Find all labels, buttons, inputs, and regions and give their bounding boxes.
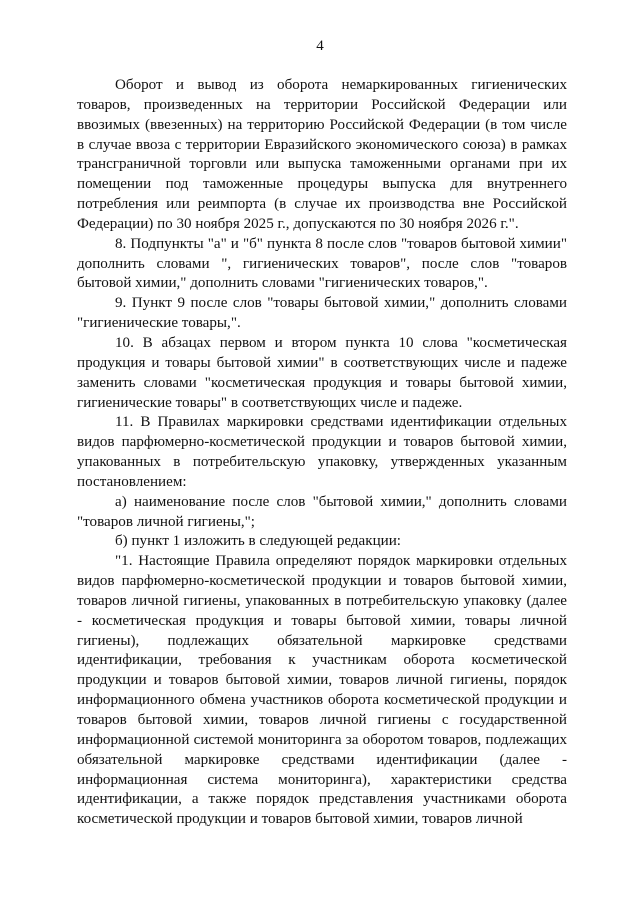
paragraph-turnover-deadline: Оборот и вывод из оборота немаркированных гигиенических товаров, произведенных на территории Российской Федерации или ввозимых (ввезенных) на территорию Российской Федерации (в том числе в случае ввоза с территории Евразийского экономического союза) в рамках трансграничной торговли или выпуска таможенными органами при их помещении под таможенные процедуры выпуска для внутреннего потребления или реимпорта (в случае их производства вне Российской Федерации) по 30 ноября 2025 г., допускаются по 30 ноября 2026 г.". <box>77 77 567 232</box>
paragraph-item-8: 8. Подпункты "а" и "б" пункта 8 после слов "товаров бытовой химии" дополнить словами ", гигиенических товаров", после слов "товаров бытовой химии," дополнить словами "гигиенических товаров,". <box>77 235 567 292</box>
paragraph-subitem-a: а) наименование после слов "бытовой химии," дополнить словами "товаров личной гигиены,"; <box>77 493 567 530</box>
paragraph-item-9: 9. Пункт 9 после слов "товары бытовой химии," дополнить словами "гигиенические товары,". <box>77 295 567 332</box>
paragraph-item-10: 10. В абзацах первом и втором пункта 10 слова "косметическая продукция и товары бытовой химии" в соответствующих числе и падеже заменить словами "косметическая продукция и товары бытовой химии, гигиенические товары" в соответствующих числе и падеже. <box>77 334 567 411</box>
paragraph-rules-point-1: "1. Настоящие Правила определяют порядок маркировки отдельных видов парфюмерно-косметической продукции и товаров бытовой химии, товаров личной гигиены, упакованных в потребительскую упаковку (далее - косметическая продукция и товары бытовой химии, товары личной гигиены), подлежащих обязательной маркировке средствами идентификации, требования к участникам оборота косметической продукции и товаров бытовой химии, товаров личной гигиены, порядок информационного обмена участников оборота косметической продукции и товаров бытовой химии, товаров личной гигиены с государственной информационной системой мониторинга за оборотом товаров, подлежащих обязательной маркировке средствами идентификации (далее - информационная система мониторинга), характеристики средства идентификации, а также порядок представления участниками оборота косметической продукции и товаров бытовой химии, товаров личной <box>77 553 567 828</box>
page-number: 4 <box>316 38 324 54</box>
paragraph-subitem-b: б) пункт 1 изложить в следующей редакции: <box>115 533 401 550</box>
paragraph-item-11: 11. В Правилах маркировки средствами идентификации отдельных видов парфюмерно-косметической продукции и товаров бытовой химии, упакованных в потребительскую упаковку, утвержденных указанным постановлением: <box>77 414 567 490</box>
document-body <box>77 76 567 830</box>
